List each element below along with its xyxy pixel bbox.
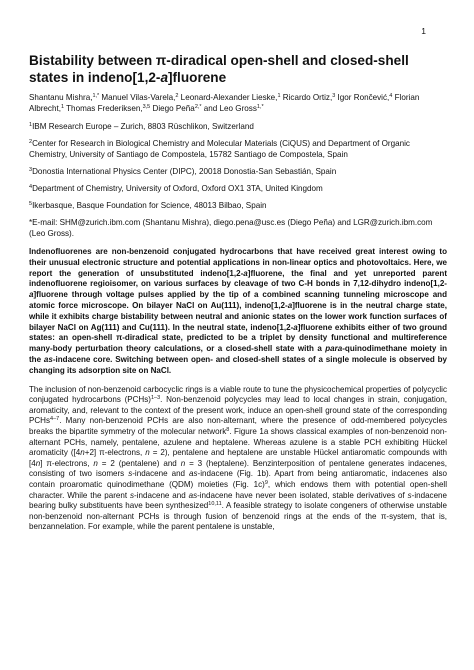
abstract-italic: a [293, 322, 298, 332]
author-name: Igor Rončević, [335, 93, 390, 102]
affiliation-number: 1 [29, 122, 33, 128]
affiliation-text: Donostia International Physics Center (DIPC), 20018 Donostia-San Sebastián, Spain [32, 167, 337, 176]
body-italic: n [145, 448, 150, 458]
body-text: ] π-electrons, [40, 458, 94, 468]
body-text: , which endows them with potential open-shell character. While the parent [29, 479, 448, 500]
body-italic: n [93, 458, 98, 468]
affiliation [29, 166, 447, 177]
affiliation [29, 200, 447, 211]
body-text: . Non-benzenoid polycycles may lead to local changes in strain, conjugation, aromaticity, and, relevant to the context of the present work, induce an open-shell ground state of the corresponding PCHs [29, 395, 447, 426]
body-text: -indacene bearing bulky substituents have been synthesized [29, 490, 447, 511]
affiliation-text: IBM Research Europe – Zurich, 8803 Rüschlikon, Switzerland [32, 122, 254, 131]
abstract-italic: para [325, 344, 343, 354]
abstract-text: ]fluorene, the final and yet unreported parent indenofluorene regioisomer, on various surfaces by cleavage of two C-H bonds in 7,12-dihydro indeno[1,2- [29, 268, 448, 289]
abstract-italic: a [29, 290, 34, 300]
author-affil-marker: 2,* [194, 104, 202, 110]
citation: 8 [226, 426, 230, 433]
paper-content [29, 52, 447, 533]
author-affil-marker: 3 [332, 93, 336, 99]
body-text: . Many non-benzenoid PCHs are also non-alternant, where the presence of odd-membered polycycles breaks the bipartite symmetry of the molecular network [29, 416, 447, 436]
body-italic: n [35, 458, 41, 468]
body-italic: as [188, 490, 198, 500]
author-affil-marker: 3,5 [142, 104, 151, 110]
citation: 9 [264, 479, 268, 486]
body-text: +2] π-electrons, [84, 448, 146, 458]
author-list [29, 92, 447, 114]
abstract-text: Indenofluorenes are non-benzenoid conjugated hydrocarbons that have received great interest owing to their unusual electronic structure and potential applications in non-linear optics and photovoltaics. Here, we report the generation of unsubstituted indeno[1,2- [29, 247, 447, 278]
body-text: The inclusion of non-benzenoid carbocyclic rings is a viable route to tune the physicochemical properties of polycyclic conjugated hydrocarbons (PCHs) [29, 384, 447, 405]
body-italic: n [80, 448, 85, 458]
author-name: Manuel Vilas-Varela, [99, 93, 176, 102]
body-text: = 3 (heptalene). Benzinterposition of pentalene generates indacenes, consisting of two isomers [29, 458, 448, 479]
author-name: Florian Albrecht, [29, 93, 420, 113]
affiliation-text: Ikerbasque, Basque Foundation for Science, 48013 Bilbao, Spain [32, 201, 267, 210]
author-affil-marker: 1,* [92, 93, 100, 99]
title-italic: a [160, 70, 168, 85]
body-text: -indacene and [132, 469, 190, 479]
body-paragraph [29, 385, 447, 533]
body-italic: s [407, 490, 412, 500]
paper-title: Bistability between π-diradical open-shell and closed-shell states in indeno[1,2-a]fluorene [29, 53, 409, 85]
affiliation-text: Center for Research in Biological Chemistry and Molecular Materials (CiQUS) and Department of Organic Chemistry, University of Santiago de Compostela, 15782 Santiago de Compostela, Spain [29, 139, 410, 159]
body-text: = 2), pentalene and heptalene are unstable Hückel antiaromatic compounds with [4 [29, 448, 447, 468]
author-name: Ricardo Ortiz, [280, 93, 333, 102]
author-name: and Leo Gross [201, 104, 257, 113]
body-text: -indacene have never been isolated, stable derivatives of [197, 490, 408, 500]
affiliation-number: 5 [29, 201, 33, 207]
body-text: . Figure 1a shows classical examples of non-benzenoid non-alternant PCHs, namely, pentalene, azulene and heptalene. Whereas azulene is a stable PCH exhibiting Hückel aromaticity ([4 [29, 426, 447, 458]
author-affil-marker: 1 [60, 104, 65, 110]
affiliation [29, 183, 447, 194]
abstract-italic: as [43, 354, 53, 364]
author-affil-marker: 2 [175, 93, 179, 99]
page-number: 1 [421, 26, 426, 36]
abstract-text: ]fluorene exhibits either of two ground states: an open-shell π-diradical state, predicted to be a triplet by density functional and multireference many-body perturbation theory calculations, or a closed-shell state with a [29, 322, 447, 354]
affiliation-number: 3 [29, 167, 33, 173]
abstract-text: ]fluorene through voltage pulses applied by the tip of a combined scanning tunneling microscope and atomic force microscope. On bilayer NaCl on Au(111), indeno[1,2- [29, 290, 447, 310]
abstract-text: ]fluorene is in the neutral charge state, while it exhibits charge bistability between neutral and anionic states on the lower work function surfaces of bilayer NaCl on Ag(111) and Cu(111). In the neutral state, indeno[1,2- [29, 300, 447, 332]
abstract [29, 247, 447, 377]
affiliation-number: 4 [29, 184, 33, 190]
affiliation [29, 121, 447, 132]
citation: 1–3 [150, 395, 161, 402]
body-italic: n [180, 458, 186, 468]
abstract-italic: a [243, 268, 248, 278]
body-italic: s [130, 490, 135, 500]
author-name: Thomas Frederiksen, [64, 104, 143, 113]
author-affil-marker: 1,* [256, 104, 264, 110]
affiliation-number: 2 [29, 139, 33, 145]
abstract-italic: a [287, 300, 293, 310]
author-name: Shantanu Mishra, [29, 93, 93, 102]
correspondence-email: *E-mail: SHM@zurich.ibm.com (Shantanu Mishra), diego.pena@usc.es (Diego Peña) and LGR@zurich.ibm.com (Leo Gross). [29, 218, 433, 238]
body-text: = 2 (pentalene) and [97, 458, 181, 468]
affiliation [29, 138, 447, 160]
author-name: Diego Peña [150, 104, 195, 113]
body-text: -indacene and [134, 490, 189, 500]
author-name: Leonard-Alexander Lieske, [178, 93, 278, 102]
body-italic: as [189, 469, 198, 479]
citation: 10,11 [208, 501, 222, 508]
affiliation-text: Department of Chemistry, University of Oxford, Oxford OX1 3TA, United Kingdom [32, 184, 323, 193]
body-text: . A feasible strategy to isolate congeners of otherwise unstable non-benzenoid non-alternant PCHs is through fusion of benzenoid rings at the ends of the π-system, that is, benzannelation. For example, while the parent pentalene is unstable, [29, 501, 447, 532]
author-affil-marker: 4 [389, 93, 393, 99]
citation: 4–7 [50, 416, 60, 423]
abstract-text: -indacene core. Switching between open- and closed-shell states of a single molecule is observed by changing its adsorption site on NaCl. [29, 354, 447, 375]
abstract-text: -quinodimethane moiety in the [29, 344, 447, 364]
body-text: -indacene (Fig. 1b). Apart from being antiaromatic, indacenes also contain proaromatic quinodimethane (QDM) moieties (Fig. 1c) [29, 469, 447, 489]
author-affil-marker: 1 [277, 93, 281, 99]
body-italic: s [128, 469, 133, 479]
